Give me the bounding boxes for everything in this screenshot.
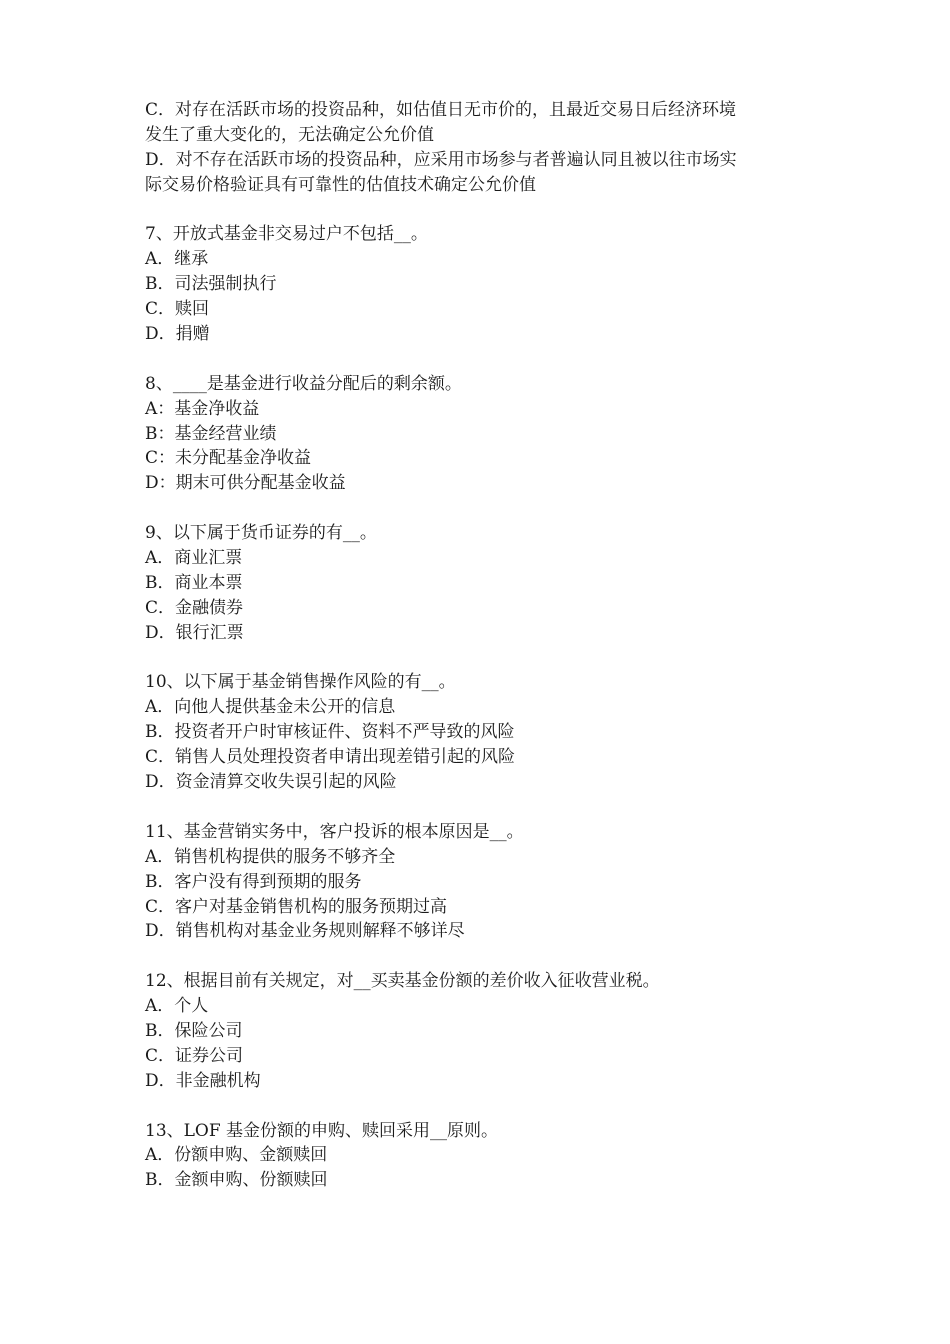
option-d: D．捐赠 [145, 324, 210, 345]
intro-line: 际交易价格验证具有可靠性的估值技术确定公允价值 [145, 174, 536, 195]
option-a: A．份额申购、金额赎回 [145, 1145, 328, 1166]
option-d: D．银行汇票 [145, 622, 244, 643]
option-d: D．非金融机构 [145, 1070, 261, 1091]
blank-line [145, 496, 825, 521]
question-13 [145, 1119, 825, 1194]
question-stem: 11、基金营销实务中，客户投诉的根本原因是__。 [145, 821, 524, 842]
question-stem: 10、以下属于基金销售操作风险的有__。 [145, 672, 456, 693]
option-c: C．金融债券 [145, 597, 244, 618]
question-stem: 13、LOF 基金份额的申购、赎回采用__原则。 [145, 1120, 499, 1141]
question-stem: 8、____是基金进行收益分配后的剩余额。 [145, 373, 462, 394]
intro-options [145, 98, 825, 198]
option-a: A．个人 [145, 996, 209, 1017]
option-c: C．客户对基金销售机构的服务预期过高 [145, 896, 448, 917]
option-b: B．商业本票 [145, 572, 243, 593]
option-d: D．资金清算交收失误引起的风险 [145, 772, 397, 793]
intro-line: C．对存在活跃市场的投资品种，如估值日无市价的，且最近交易日后经济环境 [145, 100, 737, 120]
blank-line [145, 1094, 825, 1119]
blank-line [145, 944, 825, 969]
blank-line [145, 347, 825, 372]
option-b: B．保险公司 [145, 1020, 243, 1041]
question-7 [145, 222, 825, 346]
option-d: D．销售机构对基金业务规则解释不够详尽 [145, 921, 465, 942]
document-content [145, 98, 825, 1193]
question-stem: 9、以下属于货币证券的有__。 [145, 523, 377, 544]
question-8 [145, 372, 825, 496]
option-d: D：期末可供分配基金收益 [145, 473, 346, 494]
question-9 [145, 521, 825, 645]
option-b: B．司法强制执行 [145, 274, 277, 295]
question-10 [145, 670, 825, 794]
question-11 [145, 820, 825, 944]
option-a: A．继承 [145, 249, 209, 270]
option-b: B．客户没有得到预期的服务 [145, 871, 362, 892]
option-c: C．销售人员处理投资者申请出现差错引起的风险 [145, 747, 516, 768]
option-c: C：未分配基金净收益 [145, 448, 312, 469]
blank-line [145, 198, 825, 223]
intro-line: D．对不存在活跃市场的投资品种，应采用市场参与者普遍认同且被以往市场实 [145, 149, 737, 170]
option-a: A．向他人提供基金未公开的信息 [145, 697, 396, 718]
option-a: A．销售机构提供的服务不够齐全 [145, 846, 396, 867]
blank-line [145, 795, 825, 820]
question-stem: 12、根据目前有关规定，对__买卖基金份额的差价收入征收营业税。 [145, 971, 660, 992]
option-b: B．投资者开户时审核证件、资料不严导致的风险 [145, 722, 515, 743]
option-a: A：基金净收益 [145, 398, 260, 419]
option-b: B：基金经营业绩 [145, 423, 277, 444]
option-c: C．证券公司 [145, 1045, 244, 1066]
option-a: A．商业汇票 [145, 548, 243, 569]
question-stem: 7、开放式基金非交易过户不包括__。 [145, 224, 428, 245]
intro-line: 发生了重大变化的，无法确定公允价值 [145, 124, 434, 145]
option-b: B．金额申购、份额赎回 [145, 1170, 328, 1191]
question-12 [145, 969, 825, 1093]
option-c: C．赎回 [145, 299, 210, 320]
blank-line [145, 646, 825, 671]
